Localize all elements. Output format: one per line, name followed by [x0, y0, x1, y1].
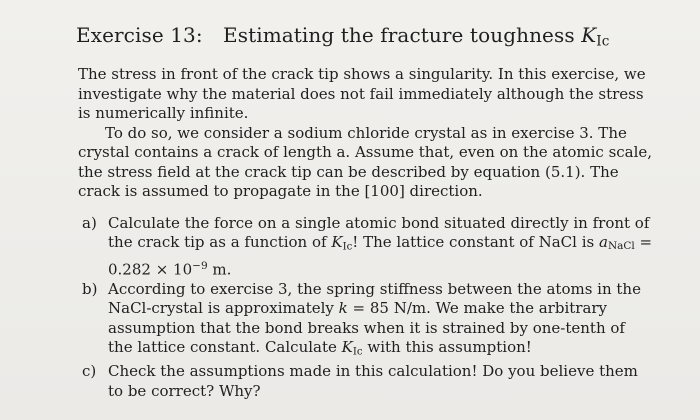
task-marker: a): [82, 213, 97, 232]
task-marker: c): [82, 362, 97, 381]
exercise-number: Exercise 13:: [76, 23, 203, 47]
task-list: [78, 214, 653, 402]
k-ic-symbol: $K_{Ic}$: [341, 338, 363, 358]
exercise-title: [76, 23, 609, 49]
k-ic-symbol: $K_{Ic}$: [331, 233, 353, 253]
stiffness-symbol: k: [338, 299, 348, 318]
paragraph-1: The stress in front of the crack tip shows a singularity. In this exercise, we investigate why the material does not fail immediately although the stress is numerically infinite.: [78, 65, 646, 122]
task-marker: b): [82, 279, 98, 298]
task-b: b) According to exercise 3, the spring stiffness between the atoms in the NaCl-crystal is approximately k = 85 N/m. We make the arbitrary assumption that the bond breaks when it is strained by one-tenth of the lattice constant. Calculate $K_{Ic}$ with this assumption!: [82, 279, 641, 358]
title-text: Estimating the fracture toughness: [223, 23, 582, 47]
title-symbol: $K_{Ic}$: [581, 23, 610, 50]
paragraph-2: To do so, we consider a sodium chloride crystal as in exercise 3. The crystal contains a crack of length a. Assume that, even on the atomic scale, the stress field at the crack tip can be described by equation (5.1). The crack is assumed to propagate in the [100] direction.: [78, 123, 653, 200]
task-a: a) Calculate the force on a single atomic bond situated directly in front of the crack tip as a function of $K_{Ic}$! The lattice constant of NaCl is $a_{NaCl} = 0.282 \times 10^{-9}$ m.: [82, 213, 653, 279]
exercise-body: [78, 65, 653, 401]
lattice-constant-symbol: a: [598, 233, 608, 251]
task-c: c) Check the assumptions made in this calculation! Do you believe them to be correct? Why?: [82, 362, 638, 400]
